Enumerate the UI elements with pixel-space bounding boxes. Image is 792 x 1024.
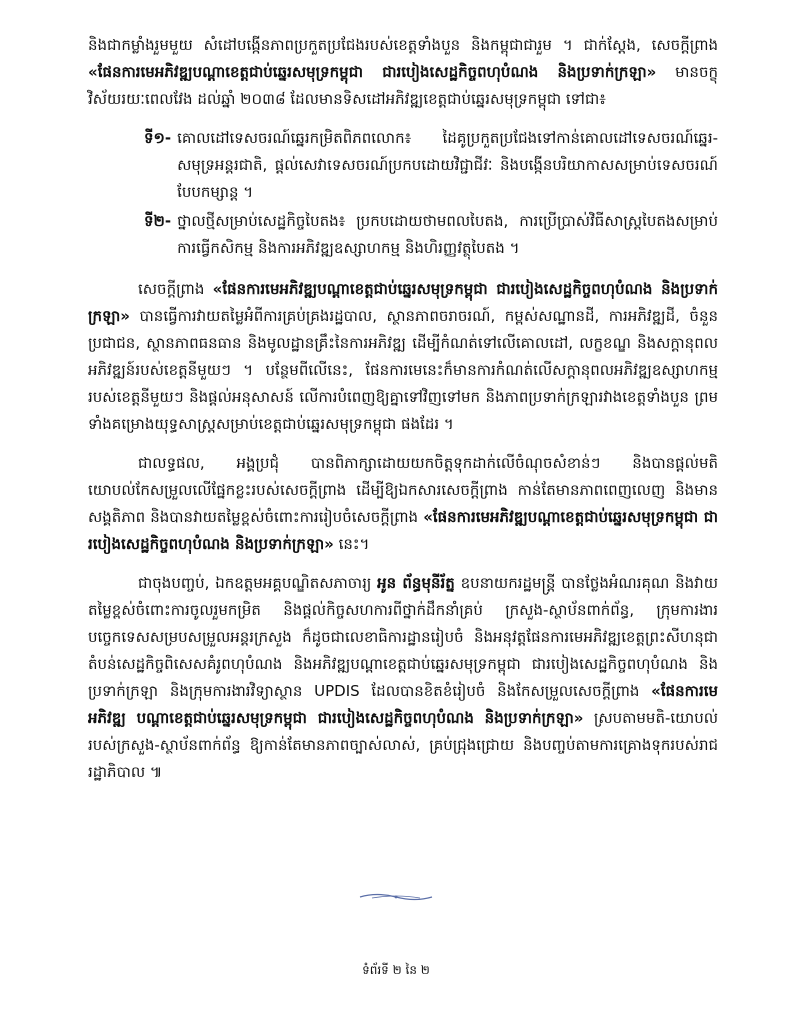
paragraph-assessment [88,276,718,438]
conclusion-tail: ស្របតាមមតិ-យោបល់របស់ក្រសួង-ស្ថាប័នពាក់ព័ន្ធ ឱ្យកាន់តែមានភាពច្បាស់លាស់, គ្រប់ជ្រុងជ្រោយ និងបញ្ចប់តាមការគ្រោងទុករបស់រាជរដ្ឋាភិបាល ៕ [88,709,718,781]
item-number: ទី២- [144,212,172,230]
item-number: ទី១- [144,129,172,147]
intro-text: និងជាកម្លាំងរួមមួយ សំដៅបង្កើនភាពប្រកួតប្រជែងរបស់ខេត្តទាំងបួន និងកម្ពុជាជារួម ។ ជាក់ស្តែង, សេចក្តីព្រាង [88,36,718,54]
item-text: គោលដៅទេសចរណ៍ឆ្នេរកម្រិតពិភពលោក៖ ដៃគូប្រកួតប្រជែងទៅកាន់គោលដៅទេសចរណ៍ឆ្នេរ-សមុទ្រអន្តរជាតិ, ផ្តល់សេវាទេសចរណ៍ប្រកបដោយវិជ្ជាជីវៈ និងបង្កើនបរិយាកាសសម្រាប់ទេសចរណ៍បែបកម្សាន្ត ។ [177,129,718,201]
paragraph-intro [88,32,718,113]
intro-tail: មានចក្ខុវិស័យរយៈពេលវែង ដល់ឆ្នាំ ២០៣៨ ដែលមានទិសដៅអភិវឌ្ឍខេត្តជាប់ឆ្នេរសមុទ្រកម្ពុជា ទៅជា៖ [88,63,718,108]
page-number: ទំព័រទី ២ នៃ ២ [362,963,430,977]
plan-title-bold: «ផែនការមេអភិវឌ្ឍបណ្តាខេត្តជាប់ឆ្នេរសមុទ្រកម្ពុជា ជារបៀងសេដ្ឋកិច្ចពហុបំណង និងប្រទាក់ក្រឡា» [88,280,718,325]
official-name: អូន ព័ន្ធមុនីរ័ត្ន [377,574,455,592]
divider-ornament [358,891,434,903]
paragraph-result [88,450,718,558]
plan-title-bold: «ផែនការមេអភិវឌ្ឍបណ្តាខេត្តជាប់ឆ្នេរសមុទ្រកម្ពុជា ជារបៀងសេដ្ឋកិច្ចពហុបំណង និងប្រទាក់ក្រឡា» [88,508,718,553]
plan-title-bold: «ផែនការមេអភិវឌ្ឍ បណ្តាខេត្តជាប់ឆ្នេរសមុទ្រកម្ពុជា ជារបៀងសេដ្ឋកិច្ចពហុបំណង និងប្រទាក់ក្រឡា» [88,682,718,727]
conclusion-mid: ឧបនាយករដ្ឋមន្ត្រី បានថ្លែងអំណរគុណ និងវាយតម្លៃខ្ពស់ចំពោះការចូលរួមកម្រិត និងផ្តល់កិច្ចសហការពីថ្នាក់ដឹកនាំគ្រប់ ក្រសួង-ស្ថាប័នពាក់ព័ន្ធ, ក្រុមការងារបច្ចេកទេសសម្របសម្រួលអន្តរក្រសួង ក៏ដូចជាលេខាធិការដ្ឋានរៀបចំ និងអនុវត្តផែនការមេអភិវឌ្ឍខេត្តព្រះសីហនុជាតំបន់សេដ្ឋកិច្ចពិសេសគំរូពហុបំណង និងអភិវឌ្ឍបណ្តាខេត្តជាប់ឆ្នេរសមុទ្រកម្ពុជា ជារបៀងសេដ្ឋកិច្ចពហុបំណង និងប្រទាក់ក្រឡា និងក្រុមការងារវិទ្យាស្ថាន UPDIS ដែលបានខិតខំរៀបចំ និងកែសម្រួលសេចក្តីព្រាង [88,574,718,700]
item-text: ថ្នាលថ្មីសម្រាប់សេដ្ឋកិច្ចបៃតង៖ ប្រកបដោយថាមពលបៃតង, ការប្រើប្រាស់វិធីសាស្ត្របៃតងសម្រាប់ការធ្វើកសិកម្ម និងការអភិវឌ្ឍឧស្សាហកម្ម និងហិរញ្ញវត្ថុបៃតង ។ [177,212,718,257]
list-item-goal-2 [144,208,718,262]
result-text: ជាលទ្ធផល, អង្គប្រជុំ បានពិភាក្សាដោយយកចិត្តទុកដាក់លើចំណុចសំខាន់ៗ និងបានផ្តល់មតិយោបល់កែសម្រួលលើផ្នែកខ្លះរបស់សេចក្តីព្រាង ដើម្បីឱ្យឯកសារសេចក្តីព្រាង កាន់តែមានភាពពេញលេញ និងមានសង្គតិភាព និងបានវាយតម្លៃខ្ពស់ចំពោះការរៀបចំសេចក្តីព្រាង [88,454,718,526]
assessment-text: សេចក្តីព្រាង [138,280,213,298]
paragraph-conclusion [88,570,718,786]
result-tail: នេះ។ [333,535,370,553]
list-item-goal-1 [144,125,718,206]
plan-title-bold: «ផែនការមេអភិវឌ្ឍបណ្តាខេត្តជាប់ឆ្នេរសមុទ្រកម្ពុជា ជារបៀងសេដ្ឋកិច្ចពហុបំណង និងប្រទាក់ក្រឡា» [88,63,657,81]
assessment-tail: បានធ្វើការវាយតម្លៃអំពីការគ្រប់គ្រងរដ្ឋបាល, ស្ថានភាពចរាចរណ៍, កម្ពស់សណ្ឋានដី, ការអភិវឌ្ឍដី, ចំនួនប្រជាជន, ស្ថានភាពធនធាន និងមូលដ្ឋានគ្រឹះនៃការអភិវឌ្ឍ ដើម្បីកំណត់ទៅលើគោលដៅ, លក្ខខណ្ឌ និងសក្តានុពលអភិវឌ្ឍន៍របស់ខេត្តនីមួយៗ ។ បន្ថែមពីលើនេះ, ផែនការមេនេះក៏មានការកំណត់លើសក្តានុពលអភិវឌ្ឍឧស្សាហកម្មរបស់ខេត្តនីមួយៗ និងផ្តល់អនុសាសន៍ លើការបំពេញឱ្យគ្នាទៅវិញទៅមក និងភាពប្រទាក់ក្រឡារវាងខេត្តទាំងបួន ព្រមទាំងគម្រោងយុទ្ធសាស្ត្រសម្រាប់ខេត្តជាប់ឆ្នេរសមុទ្រកម្ពុជា ផងដែរ ។ [88,307,718,433]
conclusion-text: ជាចុងបញ្ចប់, ឯកឧត្តមអគ្គបណ្ឌិតសភាចារ្យ [138,574,378,592]
